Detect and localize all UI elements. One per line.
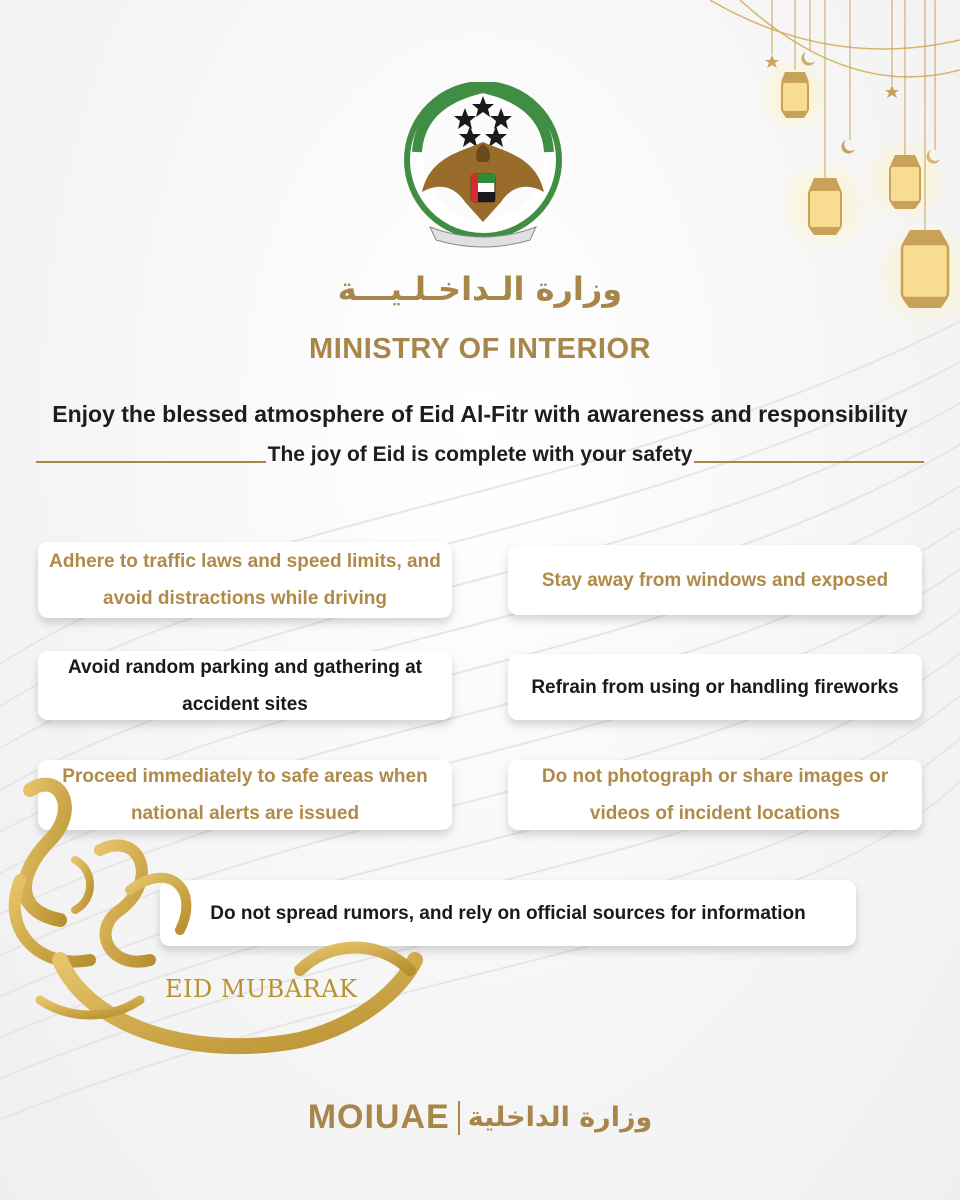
tip-card-traffic <box>38 542 452 618</box>
star-icon <box>765 0 779 68</box>
arabic-ministry-title: وزارة الـداخـلـيـــة <box>337 270 623 308</box>
eid-mubarak-text: EID MUBARAK <box>165 975 358 1003</box>
english-ministry-title: MINISTRY OF INTERIOR <box>309 333 651 365</box>
uae-emblem-icon <box>400 82 566 252</box>
tip-text: Do not photograph or share images or videos of incident locations <box>541 766 889 824</box>
tip-text: Refrain from using or handling fireworks <box>531 676 899 698</box>
tip-text: Stay away from windows and exposed <box>541 569 889 591</box>
tip-card-windows <box>508 545 922 615</box>
tip-card-fireworks <box>508 654 922 720</box>
subline: The joy of Eid is complete with your safety <box>267 443 693 466</box>
footer-divider <box>458 1101 460 1135</box>
tip-text: Proceed immediately to safe areas when national alerts are issued <box>62 766 428 824</box>
tip-card-parking <box>38 651 452 720</box>
tip-text: Do not spread rumors, and rely on official sources for information <box>210 902 806 924</box>
footer-arabic: وزارة الداخلية <box>467 1102 653 1133</box>
tip-card-photograph <box>508 760 922 830</box>
footer-brand <box>0 1098 960 1137</box>
tip-text: Avoid random parking and gathering at accident sites <box>68 656 422 715</box>
subline-row <box>36 440 924 470</box>
lantern-icon <box>755 0 835 135</box>
lantern-icon <box>861 0 949 224</box>
divider-right <box>694 461 924 463</box>
footer-handle: MOIUAE <box>307 1098 450 1136</box>
eid-calligraphy-icon <box>0 770 450 1070</box>
headline: Enjoy the blessed atmosphere of Eid Al-Fitr with awareness and responsibility <box>52 401 908 427</box>
tip-text: Adhere to traffic laws and speed limits, and avoid distractions while driving <box>49 551 441 609</box>
divider-left <box>36 461 266 463</box>
